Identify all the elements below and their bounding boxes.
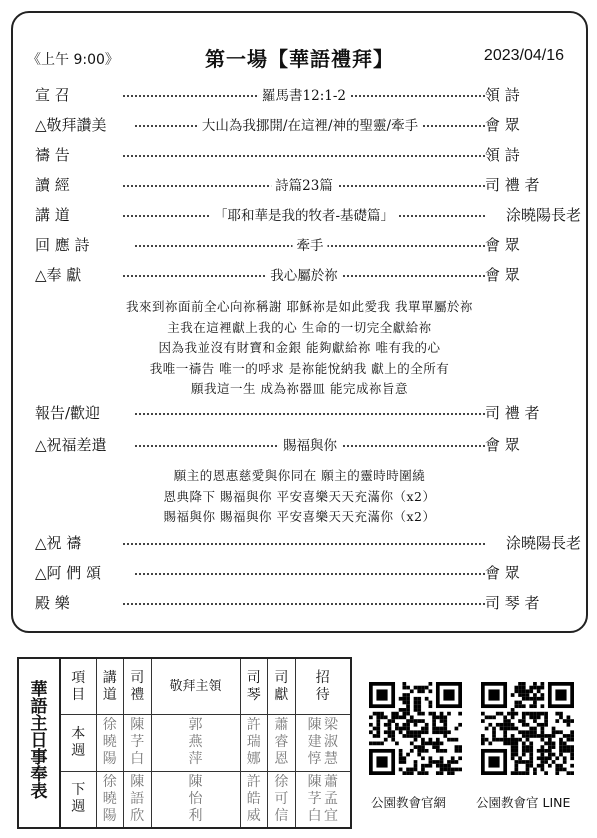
- qr-code-line[interactable]: [481, 682, 574, 775]
- dot-leader: [135, 560, 485, 584]
- order-item-content: 我心屬於祢: [266, 264, 342, 284]
- vertical-text: 項目: [71, 669, 86, 703]
- dot-leader: [123, 262, 485, 286]
- order-item-leader: 領 詩: [485, 85, 520, 104]
- vertical-text: 梁淑慧: [323, 717, 338, 768]
- duty-column-header: [240, 658, 268, 715]
- dot-leader: [135, 232, 485, 256]
- vertical-text: 招待: [315, 669, 330, 703]
- order-item-leader: 涂曉陽長老: [505, 205, 581, 224]
- vertical-text: 下週: [71, 782, 86, 816]
- vertical-text: 郭燕萍: [188, 717, 203, 768]
- order-item-leader: 領 詩: [485, 145, 520, 164]
- vertical-text: 陳芓白: [307, 773, 322, 824]
- order-item: [35, 530, 581, 554]
- vertical-text: 陳怡利: [188, 773, 203, 824]
- lyric-line: 主我在這裡獻上我的心 生命的一切完全獻給祢: [167, 319, 432, 335]
- qr-caption-website: 公園教會官網: [371, 795, 447, 810]
- order-item: [35, 590, 581, 614]
- order-item-leader: 司 琴 者: [485, 593, 540, 612]
- vertical-text: 徐可信: [274, 773, 289, 824]
- vertical-text: 講道: [102, 669, 117, 703]
- duty-table: [17, 657, 352, 829]
- order-item-content: 賜福與你: [279, 434, 341, 454]
- vertical-text: 司禮: [130, 669, 145, 703]
- order-item-label: 禱 告: [35, 145, 70, 164]
- duty-cell: [96, 771, 124, 828]
- vertical-text: 蕭孟宜: [323, 773, 338, 824]
- duty-cell: [240, 715, 268, 772]
- dot-leader: [135, 112, 485, 136]
- order-item-content: 詩篇23篇: [271, 174, 337, 194]
- duty-row-label: [60, 771, 96, 828]
- order-item: [35, 232, 581, 256]
- vertical-text: 司琴: [246, 669, 261, 703]
- duty-cell: [295, 771, 351, 828]
- service-time: 《上午 9:00》: [27, 52, 119, 68]
- lyric-line: 我唯一禱告 唯一的呼求 是祢能悅納我 獻上的全所有: [149, 360, 450, 376]
- lyric-line: 我來到祢面前全心向祢稱謝 耶穌祢是如此愛我 我單單屬於祢: [126, 299, 473, 314]
- duty-column-header: [268, 658, 296, 715]
- lyric-line: 因為我並沒有財寶和金銀 能夠獻給祢 唯有我的心: [158, 340, 441, 355]
- vertical-text: 陳建惇: [307, 717, 322, 768]
- duty-cell: [124, 715, 152, 772]
- order-item-content: 羅馬書12:1-2: [258, 84, 350, 104]
- dot-leader: [123, 202, 485, 226]
- order-item-leader: 會 眾: [485, 235, 520, 254]
- duty-row: [18, 771, 351, 828]
- duty-column-header: 敬拜主領: [151, 658, 240, 715]
- order-item: [35, 82, 581, 106]
- order-item-content: 牽手: [293, 234, 328, 254]
- duty-column-header: [60, 658, 96, 715]
- order-of-service: [11, 11, 588, 633]
- duty-cell: [151, 771, 240, 828]
- duty-column-header: [124, 658, 152, 715]
- vertical-text: 徐曉陽: [102, 773, 117, 824]
- name-pair: [307, 717, 339, 768]
- order-item-label: 回 應 詩: [35, 235, 90, 254]
- qr-caption-line: 公園教會官 LINE: [476, 795, 571, 810]
- order-item: [35, 432, 581, 456]
- dot-leader: [123, 172, 485, 196]
- vertical-text: 徐曉陽: [102, 717, 117, 768]
- duty-cell: [268, 771, 296, 828]
- order-item: [35, 262, 581, 286]
- service-title: 第一場【華語禮拜】: [205, 47, 394, 71]
- vertical-text: 陳語欣: [130, 773, 145, 824]
- order-item-label: 宣 召: [35, 85, 70, 104]
- lyric-line: 願我這一生 成為祢器皿 能完成祢旨意: [191, 381, 408, 396]
- dot-leader: [135, 400, 485, 424]
- dot-leader: [135, 432, 485, 456]
- dot-leader: [123, 530, 485, 554]
- order-item-label: △祝福差遣: [35, 435, 107, 454]
- lyric-line: 賜福與你 賜福與你 平安喜樂天天充滿你（x2）: [163, 509, 436, 524]
- vertical-text: 司獻: [274, 669, 289, 703]
- order-item: [35, 172, 581, 196]
- lyric-line: 恩典降下 賜福與你 平安喜樂天天充滿你（x2）: [163, 488, 436, 504]
- order-item-leader: 會 眾: [485, 115, 520, 134]
- duty-cell: [96, 715, 124, 772]
- service-date: 2023/04/16: [483, 47, 564, 64]
- dot-leader: [123, 590, 485, 614]
- order-item-label: 讀 經: [35, 175, 70, 194]
- order-item-leader: 會 眾: [485, 563, 520, 582]
- order-item-leader: 司 禮 者: [485, 403, 540, 422]
- name-pair: [307, 774, 339, 825]
- duty-cell: [124, 771, 152, 828]
- order-item-label: 報告/歡迎: [35, 403, 101, 422]
- vertical-text: 蕭睿恩: [274, 717, 289, 768]
- order-item-leader: 會 眾: [485, 435, 520, 454]
- lyric-line: 願主的恩惠慈愛與你同在 願主的靈時時圍繞: [173, 468, 426, 483]
- order-item-content: 大山為我挪開/在這裡/神的聖靈/牽手: [198, 114, 422, 134]
- service-header: [13, 43, 586, 73]
- order-item-leader: 涂曉陽長老: [505, 533, 581, 552]
- duty-column-header: [96, 658, 124, 715]
- duty-cell: [240, 771, 268, 828]
- order-item-content: 「耶和華是我的牧者-基礎篇」: [210, 204, 398, 224]
- order-item: [35, 560, 581, 584]
- order-item: [35, 400, 581, 424]
- order-item-label: △奉 獻: [35, 265, 82, 284]
- vertical-text: 本週: [71, 725, 86, 759]
- order-item: [35, 202, 581, 226]
- duty-cell: [295, 715, 351, 772]
- duty-column-header: [295, 658, 351, 715]
- duty-cell: [151, 715, 240, 772]
- dot-leader: [123, 82, 485, 106]
- vertical-text: 許皓威: [246, 773, 261, 824]
- order-item: [35, 112, 581, 136]
- vertical-text: 許瑞娜: [246, 717, 261, 768]
- order-item-leader: 會 眾: [485, 265, 520, 284]
- order-item-label: △阿 們 頌: [35, 563, 102, 582]
- duty-row-label: [60, 715, 96, 772]
- order-item-leader: 司 禮 者: [485, 175, 540, 194]
- dot-leader: [123, 142, 485, 166]
- order-item-label: △祝 禱: [35, 533, 82, 552]
- duty-row: [18, 715, 351, 772]
- vertical-text: 華語主日事奉表: [30, 680, 48, 802]
- order-item-label: 講 道: [35, 205, 70, 224]
- order-item-label: 殿 樂: [35, 593, 70, 612]
- duty-cell: [268, 715, 296, 772]
- order-item: [35, 142, 581, 166]
- qr-code-website[interactable]: [369, 682, 462, 775]
- order-item-label: △敬拜讚美: [35, 115, 107, 134]
- vertical-text: 陳芓白: [130, 717, 145, 768]
- duty-table-title: [18, 658, 60, 828]
